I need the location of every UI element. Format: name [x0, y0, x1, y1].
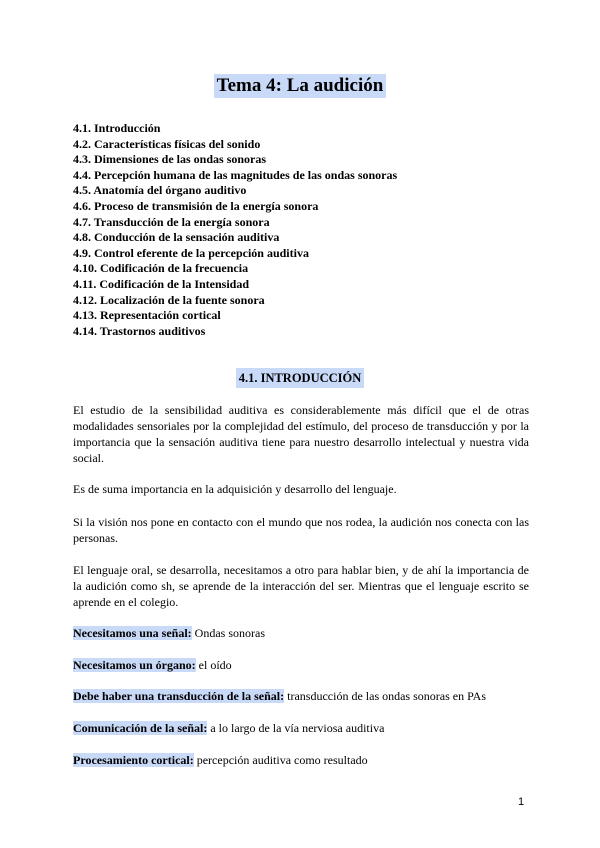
- toc-item: 4.8. Conducción de la sensación auditiva: [73, 230, 280, 245]
- toc-item: 4.5. Anatomía del órgano auditivo: [73, 183, 247, 198]
- toc-item: 4.10. Codificación de la frecuencia: [73, 261, 249, 276]
- toc-item: 4.12. Localización de la fuente sonora: [73, 292, 265, 307]
- section-heading-container: [0, 368, 600, 388]
- paragraph: Es de suma importancia en la adquisición y desarrollo del lenguaje.: [73, 482, 397, 496]
- toc-item: 4.9. Control eferente de la percepción auditiva: [73, 245, 309, 260]
- definition-text: el oído: [195, 658, 232, 672]
- definition-label: Debe haber una transducción de la señal:: [73, 689, 285, 703]
- definition-text: percepción auditiva como resultado: [193, 753, 368, 767]
- definition-item: [73, 720, 533, 736]
- definition-item: [73, 657, 533, 673]
- definition-label: Necesitamos un órgano:: [73, 658, 196, 672]
- toc-item: 4.14. Trastornos auditivos: [73, 323, 206, 338]
- paragraph: El lenguaje oral, se desarrolla, necesitamos a otro para hablar bien, y de ahí la importancia de la audición como sh, se aprende de la interacción del ser. Mientras que el lenguaje escrito se aprende en el colegio.: [73, 563, 529, 609]
- section-heading: 4.1. INTRODUCCIÓN: [236, 368, 365, 388]
- toc-item: 4.4. Percepción humana de las magnitudes de las ondas sonoras: [73, 167, 398, 182]
- definition-item: [73, 625, 533, 641]
- toc-item: 4.1. Introducción: [73, 121, 161, 135]
- paragraph: Si la visión nos pone en contacto con el mundo que nos rodea, la audición nos conecta con las personas.: [73, 515, 529, 545]
- definition-text: transducción de las ondas sonoras en PAs: [284, 689, 487, 703]
- toc-item: 4.3. Dimensiones de las ondas sonoras: [73, 152, 267, 167]
- toc-item: 4.11. Codificación de la Intensidad: [73, 276, 250, 291]
- definition-item: [73, 752, 533, 768]
- table-of-contents: [73, 121, 397, 339]
- paragraph: El estudio de la sensibilidad auditiva es considerablemente más difícil que el de otras modalidades sensoriales por la complejidad del estímulo, del proceso de transducción y por la importancia que la sensación auditiva tiene para nuestro desarrollo intelectual y nuestra vida social.: [73, 403, 529, 465]
- toc-item: 4.13. Representación cortical: [73, 308, 221, 323]
- definition-label: Procesamiento cortical:: [73, 753, 194, 767]
- toc-item: 4.2. Características físicas del sonido: [73, 136, 261, 151]
- title-container: [0, 74, 600, 98]
- definition-text: Ondas sonoras: [191, 626, 265, 640]
- definition-text: a lo largo de la vía nerviosa auditiva: [207, 721, 385, 735]
- page-title: Tema 4: La audición: [214, 74, 387, 98]
- page-number: 1: [518, 796, 525, 808]
- definition-label: Comunicación de la señal:: [73, 721, 208, 735]
- definition-item: [73, 688, 533, 704]
- toc-item: 4.7. Transducción de la energía sonora: [73, 214, 270, 229]
- definition-label: Necesitamos una señal:: [73, 626, 192, 640]
- toc-item: 4.6. Proceso de transmisión de la energía sonora: [73, 198, 319, 213]
